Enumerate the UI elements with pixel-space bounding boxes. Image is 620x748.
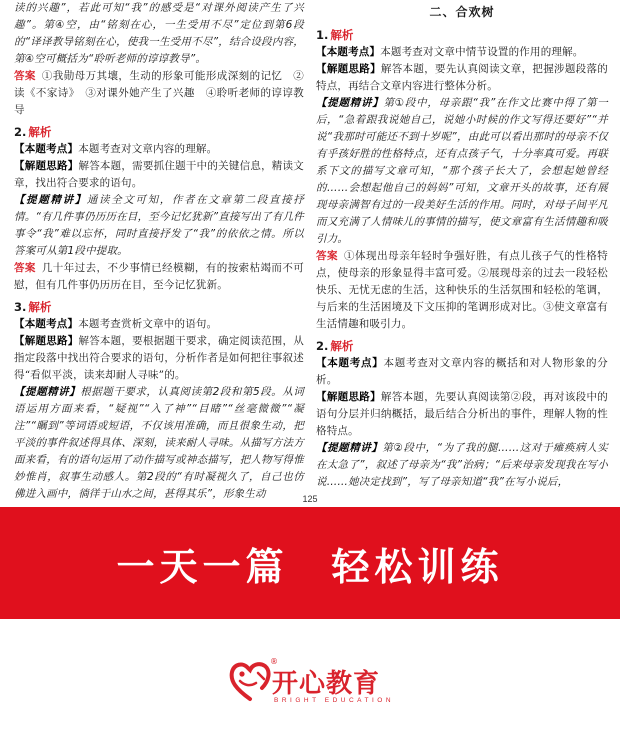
slogan-banner [0, 507, 620, 619]
heart-figure-icon [228, 659, 272, 703]
r-q1-silu: 【解题思路】解答本题，要先认真阅读文章，把握涉题段落的特点，再结合文章内容进行整体分析。 [316, 63, 609, 92]
q3-silu: 【解题思路】解答本题，要根据题干要求，确定阅读范围，从指定段落中找出符合要求的语句，分析作者是如何把往事叙述得“看似平淡，读来却耐人寻味”的。 [14, 335, 304, 381]
question-2-heading: 2. 解析 [14, 125, 52, 139]
brand-name: 开心教育 [272, 669, 381, 699]
question-1-heading: 1. 解析 [316, 28, 354, 42]
left-column [14, 0, 304, 500]
q2-silu: 【解题思路】解答本题，需要抓住题干中的关键信息，精读文章，找出符合要求的语句。 [14, 160, 304, 189]
right-column [316, 0, 608, 490]
slogan-text: 一天一篇 轻松训练 [116, 544, 504, 589]
q2-answer: 答案 几十年过去，不少事情已经模糊，有的按索枯竭而不可慰，但有几件事仍历历在目，至今记忆犹新。 [14, 262, 304, 291]
q3-kaodian: 【本题考点】本题考查赏析文章中的语句。 [14, 318, 218, 330]
r-question-2-heading: 2. 解析 [316, 339, 354, 353]
answer-tag: 答案 [14, 70, 36, 82]
intro-text: 读的兴趣”，若此可知“我”的感受是“对课外阅读产生了兴趣”。第④空，由“铭刻在心，一生受用不尽”定位到第6段的“译译教导铭刻在心，使我一生受用不尽”，结合设段内容，第④空可概括为“聆听老师的谆谆教导”。 [14, 2, 304, 65]
footer [0, 619, 620, 748]
q2-kaodian: 【本题考点】本题考查对文章内容的理解。 [14, 143, 218, 155]
r-q1-kaodian: 【本题考点】本题考查对文章中情节设置的作用的理解。 [316, 46, 584, 58]
q3-jingjiang: 【提题精讲】根据题干要求，认真阅读第2段和第5段。从词语运用方面来看，“疑视”“入了神”“目睹”“丝毫微微”“凝注”“瞩到”等词语或短语，不仅该用准确，而且很象生动，把平淡的事件叙述得具体、深刻，读来耐人寻味。从描写方法方面来看，有的语句运用了动作描写或神态描写，把人物写得惟妙惟肖，叙事生动感人。第2段的“有时凝视久了，自己也仿佛进入画中，徜徉于山水之间，甚得其乐”，形象生动 [14, 386, 304, 500]
r-q2-kaodian: 【本题考点】本题考查对文章内容的概括和对人物形象的分析。 [316, 357, 609, 386]
r-q1-jingjiang: 【提题精讲】第①段中，母亲跟“我”在作文比赛中得了第一后，“急着跟我说她自己，说她小时候的作文写得还要好”“并说“我那时可能还不到十岁呢”，由此可以看出那时的母亲不仅有乎孩好胜的性格特点，还有点孩子气，十分率真可爱。再联系下文的描写文章可知，“那个孩子长大了，会想起她曾经的……会想起他自己的妈妈”可知，文章开头的故事，还有展现母亲满智有过的一段美好生活的作用。同时，对母子间平凡而又充满了人情味儿的事情的描写，使文章富有生活情趣和吸引力。 [316, 97, 608, 245]
answer-1: 答案 ①我勋母万其壤，生动的形象可能形成深刻的记忆 ②读《不家诗》 ③对课外她产生了兴趣 ④聆听老师的谆谆教导 [14, 70, 304, 116]
section-title: 二、合欢树 [429, 5, 495, 19]
page-number: 125 [302, 494, 318, 504]
question-3-heading: 3. 解析 [14, 300, 52, 314]
brand-english: BRIGHT EDUCATION [274, 697, 395, 704]
brand-logo [228, 657, 398, 717]
r-q2-jingjiang: 【提题精讲】第②段中，“为了我的腿……这对于瘫痪病人实在太急了”，叙述了母亲为“我”治病；“后来母亲发现我在写小说……她决定找到”，写了母亲知道“我”在写小说后， [316, 442, 608, 488]
r-q1-answer: 答案 ①体现出母亲年轻时争强好胜，有点儿孩子气的性格特点，使母亲的形象显得丰富可爱。②展现母亲的过去一段轻松快乐、无忧无虑的生活，这种快乐的生活氛围和轻松的笔调，与后来的生活困境及下文压抑的笔调形成对比。③使文章富有生活情趣和吸引力。 [316, 250, 608, 330]
r-q2-silu: 【解题思路】解答本题，先要认真阅读第②段，再对该段中的语句分层并归纳概括，最后结合分析出的事件，理解人物的性格特点。 [316, 391, 609, 437]
q2-jingjiang: 【提题精讲】通读全文可知，作者在文章第二段直接抒情。“有几件事仍历历在目，至今记忆犹新”直接写出了有几件事令“我”难以忘怀，同时直接抒发了“我”的依依之情。所以答案可从第1段中提取。 [14, 194, 304, 257]
registered-mark: ® [270, 657, 278, 666]
